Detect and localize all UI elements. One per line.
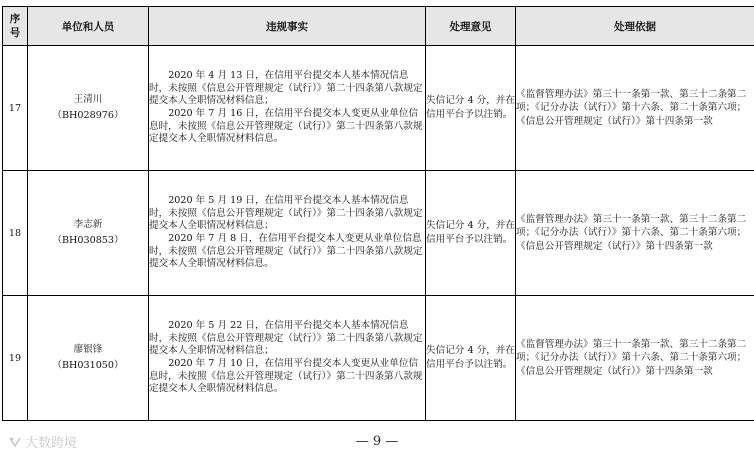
violation-table [2,6,754,421]
header-facts: 违规事实 [149,7,426,46]
row-basis: 《监督管理办法》第三十一条第一款、第三十二条第二项；《记分办法（试行）》第十六条、第二十条第六项；《信息公开管理规定（试行）》第十四条第一款 [516,171,754,296]
row-seq: 17 [3,46,28,171]
watermark-text: 大数跨境 [25,436,78,451]
row-person [28,296,149,421]
fact-paragraph: 2020 年 7 月 8 日，在信用平台提交本人变更从业单位信息时，未按照《信息公开管理规定（试行）》第二十四条第八款规定提交本人全职情况材料信息。 [149,233,423,270]
header-seq: 序号 [3,7,28,46]
row-opinion: 失信记分 4 分，并在信用平台予以注销。 [426,46,516,171]
person-id: （BH028976） [52,110,124,121]
table-row [3,171,754,296]
row-seq: 18 [3,171,28,296]
fact-paragraph: 2020 年 4 月 13 日，在信用平台提交本人基本情况信息时，未按照《信息公开管理规定（试行）》第二十四条第八款规定提交本人全职情况材料信息； [149,70,423,107]
page-number: — 9 — [355,434,399,449]
row-seq: 19 [3,296,28,421]
row-opinion: 失信记分 4 分，并在信用平台予以注销。 [426,296,516,421]
fact-paragraph: 2020 年 5 月 19 日，在信用平台提交本人基本情况信息时，未按照《信息公开管理规定（试行）》第二十四条第八款规定提交本人全职情况材料信息； [149,195,423,232]
header-unit: 单位和人员 [28,7,149,46]
table-header-row [3,7,754,46]
fact-paragraph: 2020 年 7 月 10 日，在信用平台提交本人变更从业单位信息时，未按照《信息公开管理规定（试行）》第二十四条第八款规定提交本人全职情况材料信息。 [149,358,423,395]
person-name: 廖银锋 [73,344,103,355]
person-id: （BH031050） [52,360,124,371]
row-opinion: 失信记分 4 分，并在信用平台予以注销。 [426,171,516,296]
header-basis: 处理依据 [516,7,754,46]
row-person [28,171,149,296]
person-id: （BH030853） [52,235,124,246]
row-facts [149,296,426,421]
person-name: 王清川 [73,94,103,105]
header-opinion: 处理意见 [426,7,516,46]
fact-paragraph: 2020 年 5 月 22 日，在信用平台提交本人基本情况信息时，未按照《信息公开管理规定（试行）》第二十四条第八款规定提交本人全职情况材料信息； [149,320,423,357]
row-person [28,46,149,171]
table-row [3,46,754,171]
table-row [3,296,754,421]
row-basis: 《监督管理办法》第三十一条第一款、第三十二条第二项；《记分办法（试行）》第十六条、第二十条第六项；《信息公开管理规定（试行）》第十四条第一款 [516,296,754,421]
row-facts [149,171,426,296]
fact-paragraph: 2020 年 7 月 16 日，在信用平台提交本人变更从业单位信息时，未按照《信息公开管理规定（试行）》第二十四条第八款规定提交本人全职情况材料信息。 [149,108,423,145]
row-basis: 《监督管理办法》第三十一条第一款、第三十二条第二项；《记分办法（试行）》第十六条、第二十条第六项；《信息公开管理规定（试行）》第十四条第一款 [516,46,754,171]
person-name: 李志新 [73,219,103,230]
row-facts [149,46,426,171]
